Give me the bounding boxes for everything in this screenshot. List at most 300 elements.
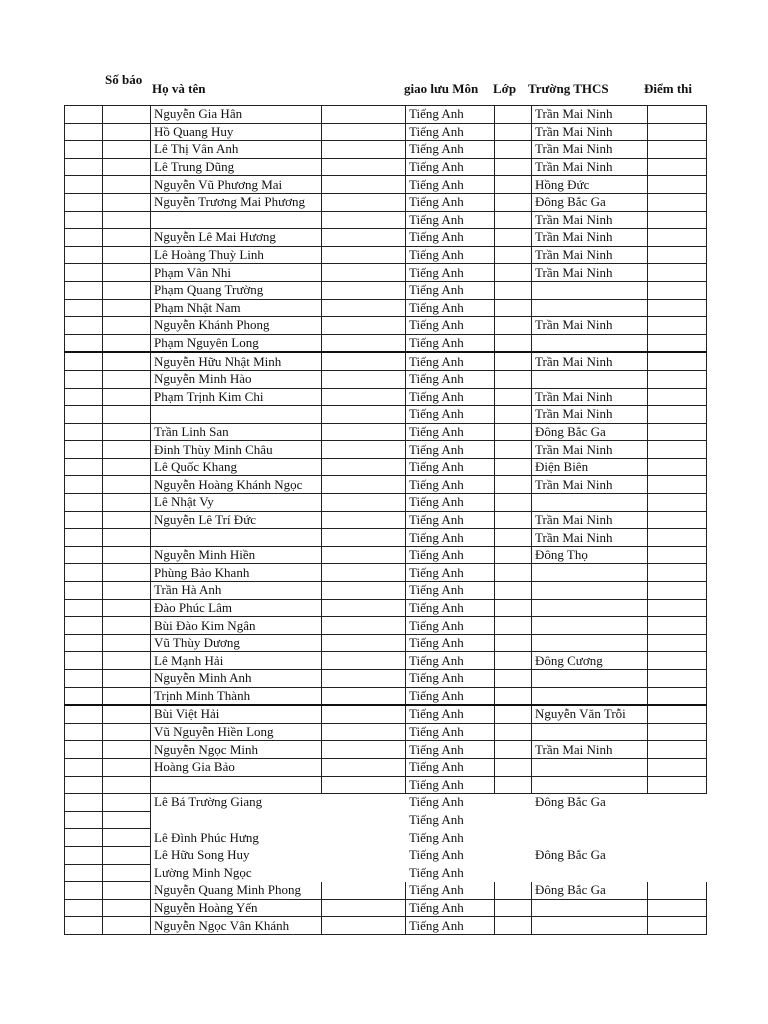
so-bao-cell xyxy=(103,494,151,512)
class-cell xyxy=(495,193,532,211)
school-cell: Trần Mai Ninh xyxy=(532,123,648,141)
name-cell: Lê Thị Vân Anh xyxy=(151,141,322,159)
school-cell: Đông Bắc Ga xyxy=(535,794,606,810)
blank-cell xyxy=(322,741,406,759)
blank-cell xyxy=(322,317,406,335)
subject-cell: Tiếng Anh xyxy=(406,211,495,229)
blank-cell xyxy=(322,582,406,600)
so-bao-cell xyxy=(103,281,151,299)
name-cell: Phạm Vân Nhi xyxy=(151,264,322,282)
school-cell xyxy=(532,864,648,882)
so-bao-cell xyxy=(103,476,151,494)
index-cell xyxy=(65,246,103,264)
subject-cell: Tiếng Anh xyxy=(406,670,495,688)
table-row xyxy=(65,246,707,264)
table-row xyxy=(65,494,707,512)
so-bao-cell xyxy=(103,123,151,141)
index-cell xyxy=(65,406,103,424)
blank-cell xyxy=(322,687,406,705)
subject-cell: Tiếng Anh xyxy=(406,281,495,299)
table-row xyxy=(65,441,707,459)
subject-cell: Tiếng Anh xyxy=(406,529,495,547)
index-cell xyxy=(65,794,103,812)
so-bao-cell xyxy=(103,441,151,459)
score-cell xyxy=(648,511,707,529)
index-cell xyxy=(65,352,103,370)
score-cell xyxy=(648,705,707,723)
subject-cell: Tiếng Anh xyxy=(409,864,464,880)
class-cell xyxy=(495,705,532,723)
score-cell xyxy=(648,758,707,776)
name-cell: Bùi Việt Hải xyxy=(151,705,322,723)
index-cell xyxy=(65,423,103,441)
school-cell: Trần Mai Ninh xyxy=(532,264,648,282)
blank-cell xyxy=(322,264,406,282)
school-cell: Trần Mai Ninh xyxy=(532,352,648,370)
class-cell xyxy=(495,582,532,600)
table-row xyxy=(65,776,707,794)
blank-cell xyxy=(322,176,406,194)
score-cell xyxy=(648,599,707,617)
so-bao-cell xyxy=(103,564,151,582)
so-bao-cell xyxy=(103,723,151,741)
index-cell xyxy=(65,476,103,494)
so-bao-cell xyxy=(103,246,151,264)
school-cell: Hồng Đức xyxy=(532,176,648,194)
index-cell xyxy=(65,441,103,459)
blank-cell xyxy=(322,352,406,370)
name-cell: Lường Minh Ngọc xyxy=(154,864,252,880)
score-cell xyxy=(648,458,707,476)
so-bao-cell xyxy=(103,317,151,335)
subject-cell: Tiếng Anh xyxy=(406,176,495,194)
name-cell: Đào Phúc Lâm xyxy=(151,599,322,617)
class-cell xyxy=(495,794,532,812)
blank-cell xyxy=(322,670,406,688)
index-cell xyxy=(65,864,103,882)
table-row xyxy=(65,317,707,335)
name-cell: Phùng Bảo Khanh xyxy=(151,564,322,582)
so-bao-cell xyxy=(103,758,151,776)
score-cell xyxy=(648,811,707,829)
blank-cell xyxy=(322,211,406,229)
so-bao-cell xyxy=(103,670,151,688)
blank-cell xyxy=(322,758,406,776)
blank-cell xyxy=(322,441,406,459)
index-cell xyxy=(65,917,103,935)
score-cell xyxy=(648,299,707,317)
subject-cell: Tiếng Anh xyxy=(406,511,495,529)
subject-cell: Tiếng Anh xyxy=(406,564,495,582)
name-cell: Lê Trung Dũng xyxy=(151,158,322,176)
index-cell xyxy=(65,334,103,352)
score-cell xyxy=(648,670,707,688)
subject-cell: Tiếng Anh xyxy=(406,264,495,282)
class-cell xyxy=(495,176,532,194)
blank-cell xyxy=(322,829,406,847)
class-cell xyxy=(495,864,532,882)
table-row xyxy=(65,705,707,723)
name-cell xyxy=(151,776,322,794)
class-cell xyxy=(495,917,532,935)
class-cell xyxy=(495,741,532,759)
so-bao-cell xyxy=(103,458,151,476)
class-cell xyxy=(495,106,532,124)
school-cell xyxy=(532,776,648,794)
so-bao-cell xyxy=(103,864,151,882)
so-bao-cell xyxy=(103,846,151,864)
class-cell xyxy=(495,652,532,670)
so-bao-cell xyxy=(103,811,151,829)
name-cell xyxy=(151,811,322,829)
class-cell xyxy=(495,211,532,229)
index-cell xyxy=(65,582,103,600)
blank-cell xyxy=(322,794,406,812)
table-row xyxy=(65,211,707,229)
score-cell xyxy=(648,246,707,264)
score-cell xyxy=(648,634,707,652)
school-cell xyxy=(532,687,648,705)
subject-cell: Tiếng Anh xyxy=(406,617,495,635)
blank-cell xyxy=(322,811,406,829)
school-cell: Trần Mai Ninh xyxy=(532,211,648,229)
school-cell: Đông Bắc Ga xyxy=(532,423,648,441)
name-cell: Lê Hoàng Thuỳ Linh xyxy=(151,246,322,264)
class-cell xyxy=(495,388,532,406)
name-cell: Nguyễn Vũ Phương Mai xyxy=(151,176,322,194)
blank-cell xyxy=(322,388,406,406)
blank-cell xyxy=(322,406,406,424)
subject-cell: Tiếng Anh xyxy=(406,899,495,917)
so-bao-cell xyxy=(103,176,151,194)
index-cell xyxy=(65,211,103,229)
table-row xyxy=(65,564,707,582)
blank-cell xyxy=(322,229,406,247)
table-row xyxy=(65,511,707,529)
school-cell xyxy=(532,334,648,352)
index-cell xyxy=(65,652,103,670)
subject-cell: Tiếng Anh xyxy=(406,458,495,476)
index-cell xyxy=(65,758,103,776)
so-bao-cell xyxy=(103,776,151,794)
table-row xyxy=(65,458,707,476)
blank-cell xyxy=(322,617,406,635)
class-cell xyxy=(495,758,532,776)
class-cell xyxy=(495,264,532,282)
so-bao-cell xyxy=(103,917,151,935)
class-cell xyxy=(495,370,532,388)
score-cell xyxy=(648,211,707,229)
index-cell xyxy=(65,281,103,299)
so-bao-cell xyxy=(103,687,151,705)
class-cell xyxy=(495,546,532,564)
name-cell: Nguyễn Trương Mai Phương xyxy=(151,193,322,211)
school-cell xyxy=(532,634,648,652)
subject-cell: Tiếng Anh xyxy=(406,406,495,424)
name-cell: Nguyễn Khánh Phong xyxy=(151,317,322,335)
subject-cell: Tiếng Anh xyxy=(406,141,495,159)
class-cell xyxy=(495,123,532,141)
so-bao-cell xyxy=(103,652,151,670)
index-cell xyxy=(65,687,103,705)
so-bao-cell xyxy=(103,705,151,723)
table-row xyxy=(65,546,707,564)
name-cell xyxy=(151,211,322,229)
header-mon: giao lưu Môn xyxy=(404,81,479,96)
subject-cell: Tiếng Anh xyxy=(406,388,495,406)
index-cell xyxy=(65,158,103,176)
name-cell: Lê Đình Phúc Hưng xyxy=(154,829,259,845)
subject-cell: Tiếng Anh xyxy=(409,847,464,863)
blank-cell xyxy=(322,652,406,670)
subject-cell: Tiếng Anh xyxy=(406,106,495,124)
score-cell xyxy=(648,617,707,635)
blank-cell xyxy=(322,370,406,388)
name-cell: Lê Bá Trường Giang xyxy=(154,794,263,810)
so-bao-cell xyxy=(103,106,151,124)
table-row xyxy=(65,758,707,776)
score-cell xyxy=(648,846,707,864)
score-cell xyxy=(648,776,707,794)
school-cell: Trần Mai Ninh xyxy=(532,388,648,406)
name-cell: Lê Mạnh Hải xyxy=(151,652,322,670)
name-cell xyxy=(151,406,322,424)
blank-cell xyxy=(322,106,406,124)
header-ho-ten: Họ và tên xyxy=(152,81,206,96)
so-bao-cell xyxy=(103,264,151,282)
score-cell xyxy=(648,193,707,211)
name-cell: Trần Hà Anh xyxy=(151,582,322,600)
so-bao-cell xyxy=(103,882,151,900)
blank-cell xyxy=(322,123,406,141)
table-row xyxy=(65,299,707,317)
subject-cell: Tiếng Anh xyxy=(406,193,495,211)
table-row xyxy=(65,723,707,741)
subject-cell: Tiếng Anh xyxy=(406,299,495,317)
school-cell: Trần Mai Ninh xyxy=(532,158,648,176)
school-cell: Trần Mai Ninh xyxy=(532,511,648,529)
blank-cell xyxy=(322,511,406,529)
school-cell xyxy=(532,617,648,635)
name-cell: Phạm Nhật Nam xyxy=(151,299,322,317)
score-cell xyxy=(648,882,707,900)
blank-cell xyxy=(322,423,406,441)
name-cell: Nguyễn Lê Mai Hương xyxy=(151,229,322,247)
subject-cell: Tiếng Anh xyxy=(406,741,495,759)
school-cell: Trần Mai Ninh xyxy=(532,441,648,459)
table-row xyxy=(65,634,707,652)
name-cell: Vũ Nguyễn Hiền Long xyxy=(151,723,322,741)
subject-cell: Tiếng Anh xyxy=(406,917,495,935)
subject-cell: Tiếng Anh xyxy=(406,158,495,176)
blank-cell xyxy=(322,917,406,935)
header-so-bao: Số báo xyxy=(105,72,143,87)
table-row xyxy=(65,352,707,370)
so-bao-cell xyxy=(103,211,151,229)
blank-cell xyxy=(322,193,406,211)
name-cell: Nguyễn Ngọc Vân Khánh xyxy=(151,917,322,935)
school-cell: Trần Mai Ninh xyxy=(532,141,648,159)
class-cell xyxy=(495,441,532,459)
subject-cell: Tiếng Anh xyxy=(406,882,495,900)
name-cell: Nguyễn Hoàng Khánh Ngọc xyxy=(151,476,322,494)
so-bao-cell xyxy=(103,352,151,370)
school-cell: Đông Bắc Ga xyxy=(532,882,648,900)
table-row xyxy=(65,617,707,635)
name-cell: Bùi Đào Kim Ngân xyxy=(151,617,322,635)
subject-cell: Tiếng Anh xyxy=(406,758,495,776)
table-row xyxy=(65,741,707,759)
so-bao-cell xyxy=(103,634,151,652)
table-row xyxy=(65,599,707,617)
table-row xyxy=(65,158,707,176)
class-cell xyxy=(495,281,532,299)
blank-cell xyxy=(322,776,406,794)
table-row xyxy=(65,652,707,670)
subject-cell: Tiếng Anh xyxy=(409,794,464,810)
score-cell xyxy=(648,582,707,600)
score-cell xyxy=(648,281,707,299)
class-cell xyxy=(495,846,532,864)
school-cell: Trần Mai Ninh xyxy=(532,246,648,264)
name-cell xyxy=(151,529,322,547)
school-cell xyxy=(532,670,648,688)
index-cell xyxy=(65,458,103,476)
so-bao-cell xyxy=(103,388,151,406)
class-cell xyxy=(495,899,532,917)
score-cell xyxy=(648,423,707,441)
name-cell: Nguyễn Hoàng Yến xyxy=(151,899,322,917)
score-cell xyxy=(648,917,707,935)
name-cell: Nguyễn Gia Hân xyxy=(151,106,322,124)
table-row xyxy=(65,687,707,705)
score-cell xyxy=(648,334,707,352)
score-cell xyxy=(648,723,707,741)
class-cell xyxy=(495,317,532,335)
table-row xyxy=(65,281,707,299)
table-row xyxy=(65,193,707,211)
table-row xyxy=(65,670,707,688)
name-cell: Nguyễn Ngọc Minh xyxy=(151,741,322,759)
score-cell xyxy=(648,106,707,124)
blank-cell xyxy=(322,546,406,564)
blank-cell xyxy=(322,246,406,264)
student-table xyxy=(64,105,707,935)
subject-cell: Tiếng Anh xyxy=(406,246,495,264)
so-bao-cell xyxy=(103,299,151,317)
index-cell xyxy=(65,299,103,317)
so-bao-cell xyxy=(103,511,151,529)
class-cell xyxy=(495,246,532,264)
class-cell xyxy=(495,299,532,317)
school-cell xyxy=(532,599,648,617)
table-row xyxy=(65,846,707,864)
score-cell xyxy=(648,476,707,494)
school-cell xyxy=(532,917,648,935)
table-row xyxy=(65,794,707,812)
blank-cell xyxy=(322,882,406,900)
subject-cell: Tiếng Anh xyxy=(406,123,495,141)
school-cell: Trần Mai Ninh xyxy=(532,317,648,335)
blank-cell xyxy=(322,158,406,176)
table-row xyxy=(65,370,707,388)
subject-cell: Tiếng Anh xyxy=(406,723,495,741)
name-cell: Hoàng Gia Bảo xyxy=(151,758,322,776)
name-cell: Nguyễn Hữu Nhật Minh xyxy=(151,352,322,370)
blank-cell xyxy=(322,599,406,617)
index-cell xyxy=(65,370,103,388)
score-cell xyxy=(648,494,707,512)
student-table-body xyxy=(65,106,707,935)
class-cell xyxy=(495,494,532,512)
blank-cell xyxy=(322,141,406,159)
score-cell xyxy=(648,176,707,194)
so-bao-cell xyxy=(103,158,151,176)
index-cell xyxy=(65,123,103,141)
school-cell: Trần Mai Ninh xyxy=(532,529,648,547)
score-cell xyxy=(648,141,707,159)
score-cell xyxy=(648,406,707,424)
so-bao-cell xyxy=(103,599,151,617)
so-bao-cell xyxy=(103,546,151,564)
table-row xyxy=(65,406,707,424)
name-cell: Lê Quốc Khang xyxy=(151,458,322,476)
index-cell xyxy=(65,388,103,406)
blank-cell xyxy=(322,846,406,864)
index-cell xyxy=(65,776,103,794)
score-cell xyxy=(648,829,707,847)
school-cell xyxy=(532,758,648,776)
school-cell xyxy=(532,811,648,829)
class-cell xyxy=(495,811,532,829)
index-cell xyxy=(65,634,103,652)
subject-cell: Tiếng Anh xyxy=(406,494,495,512)
class-cell xyxy=(495,882,532,900)
name-cell: Phạm Quang Trường xyxy=(151,281,322,299)
name-cell: Lê Nhật Vy xyxy=(151,494,322,512)
class-cell xyxy=(495,352,532,370)
index-cell xyxy=(65,106,103,124)
score-cell xyxy=(648,652,707,670)
school-cell: Trần Mai Ninh xyxy=(532,106,648,124)
subject-cell: Tiếng Anh xyxy=(406,776,495,794)
so-bao-cell xyxy=(103,829,151,847)
so-bao-cell xyxy=(103,529,151,547)
so-bao-cell xyxy=(103,406,151,424)
name-cell: Trịnh Minh Thành xyxy=(151,687,322,705)
score-cell xyxy=(648,564,707,582)
subject-cell: Tiếng Anh xyxy=(406,652,495,670)
school-cell xyxy=(532,299,648,317)
score-cell xyxy=(648,687,707,705)
class-cell xyxy=(495,458,532,476)
index-cell xyxy=(65,546,103,564)
so-bao-cell xyxy=(103,899,151,917)
index-cell xyxy=(65,811,103,829)
index-cell xyxy=(65,882,103,900)
table-row xyxy=(65,829,707,847)
class-cell xyxy=(495,634,532,652)
school-cell xyxy=(532,582,648,600)
so-bao-cell xyxy=(103,794,151,812)
class-cell xyxy=(495,158,532,176)
school-cell xyxy=(532,494,648,512)
header-lop: Lớp xyxy=(493,81,517,96)
table-row xyxy=(65,388,707,406)
class-cell xyxy=(495,529,532,547)
so-bao-cell xyxy=(103,229,151,247)
school-cell: Trần Mai Ninh xyxy=(532,476,648,494)
